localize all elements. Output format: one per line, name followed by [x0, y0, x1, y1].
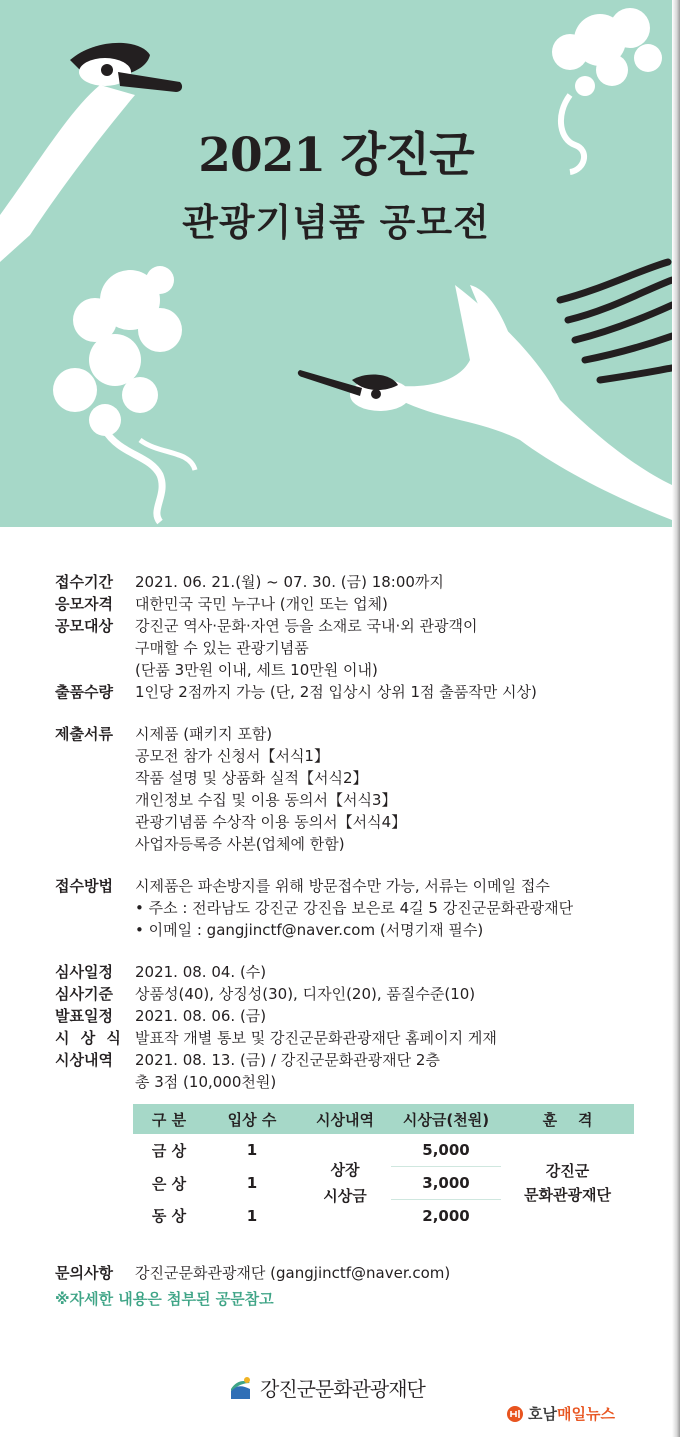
- info-value: 대한민국 국민 누구나 (개인 또는 업체): [135, 595, 388, 613]
- table-row: [133, 1134, 634, 1167]
- info-label: 시상내역: [55, 1051, 113, 1069]
- poster-title-line1: 2021 강진군: [198, 128, 474, 183]
- award-prize: 3,000: [391, 1167, 501, 1200]
- info-value: 관광기념품 수상작 이용 동의서【서식4】: [135, 813, 407, 831]
- info-value: 개인정보 수집 및 이용 동의서【서식3】: [135, 791, 397, 809]
- news-name-prefix: 호남: [528, 1405, 557, 1423]
- info-value: 2021. 08. 13. (금) / 강진군문화관광재단 2층: [135, 1051, 440, 1069]
- info-label: 접수기간: [55, 573, 113, 591]
- info-value: 작품 설명 및 상품화 실적【서식2】: [135, 769, 368, 787]
- award-prize: 2,000: [422, 1207, 470, 1225]
- inquiry-label: 문의사항: [55, 1264, 113, 1282]
- info-row-quantity: [55, 681, 655, 703]
- award-content-line: 상장: [330, 1161, 360, 1179]
- awarder-line: 문화관광재단: [524, 1186, 611, 1204]
- info-row-awards: [55, 1049, 655, 1093]
- inquiry-value: 강진군문화관광재단 (gangjinctf@naver.com): [135, 1264, 451, 1282]
- award-awarder: [501, 1134, 634, 1232]
- col-header-awarder: 훈 격: [501, 1104, 634, 1134]
- info-value: 2021. 08. 04. (수): [135, 963, 267, 981]
- info-row-announcement: [55, 1005, 655, 1027]
- info-label: 접수방법: [55, 877, 113, 895]
- info-value: 발표작 개별 통보 및 강진군문화관광재단 홈페이지 게재: [135, 1029, 497, 1047]
- info-row-criteria: [55, 983, 655, 1005]
- award-grade: 은 상: [151, 1174, 187, 1193]
- award-count: 1: [246, 1206, 258, 1225]
- award-prize: 5,000: [391, 1134, 501, 1167]
- news-logo-icon: [506, 1405, 524, 1423]
- info-row-eligibility: [55, 593, 655, 615]
- info-row-period: [55, 571, 655, 593]
- info-value: 2021. 06. 21.(월) ~ 07. 30. (금) 18:00까지: [135, 573, 444, 591]
- info-value: • 이메일 : gangjinctf@naver.com (서명기재 필수): [135, 921, 484, 939]
- info-value: 상품성(40), 상징성(30), 디자인(20), 품질수준(10): [135, 985, 476, 1003]
- info-value: 2021. 08. 06. (금): [135, 1007, 267, 1025]
- award-grade: 금 상: [151, 1141, 187, 1160]
- info-row-ceremony: [55, 1027, 655, 1049]
- hero-banner: [0, 0, 672, 527]
- info-row-target: [55, 615, 655, 681]
- award-content-line: 시상금: [323, 1187, 367, 1205]
- info-label: 공모대상: [55, 617, 113, 635]
- awards-table: [133, 1104, 634, 1232]
- award-count: 1: [246, 1141, 258, 1160]
- col-header-grade: 구 분: [133, 1104, 205, 1134]
- info-value: 시제품은 파손방지를 위해 방문접수만 가능, 서류는 이메일 접수: [135, 877, 550, 895]
- foundation-logo-text: 강진군문화관광재단: [260, 1377, 425, 1401]
- info-value: 공모전 참가 신청서【서식1】: [135, 747, 329, 765]
- info-value: 1인당 2점까지 가능 (단, 2점 입상시 상위 1점 출품작만 시상): [135, 683, 537, 701]
- info-label: 제출서류: [55, 725, 113, 743]
- page-edge-shadow: [672, 0, 680, 1437]
- info-label: 발표일정: [55, 1007, 113, 1025]
- info-list: [55, 571, 655, 1093]
- reference-note: ※자세한 내용은 첨부된 공문참고: [55, 1290, 274, 1308]
- info-row-method: [55, 875, 655, 941]
- awarder-line: 강진군: [545, 1162, 590, 1180]
- foundation-logo: [228, 1373, 425, 1402]
- info-label: 응모자격: [55, 595, 113, 613]
- foundation-logo-icon: [228, 1375, 254, 1401]
- award-grade: 동 상: [151, 1207, 187, 1226]
- info-value: 총 3점 (10,000천원): [135, 1073, 277, 1091]
- news-name-suffix: 매일뉴스: [556, 1405, 615, 1423]
- info-label: 출품수량: [55, 683, 113, 701]
- col-header-content: 시상내역: [299, 1104, 391, 1134]
- info-label: 심사일정: [55, 963, 113, 981]
- news-watermark: [506, 1403, 615, 1424]
- info-value: 사업자등록증 사본(업체에 한함): [135, 835, 345, 853]
- col-header-prize: 시상금(천원): [391, 1104, 501, 1134]
- col-header-count: 입상 수: [205, 1104, 299, 1134]
- crane-illustration: [0, 0, 672, 527]
- info-row-documents: [55, 723, 655, 855]
- award-count: 1: [246, 1174, 258, 1192]
- info-value: • 주소 : 전라남도 강진군 강진읍 보은로 4길 5 강진군문화관광재단: [135, 899, 574, 917]
- info-value: 강진군 역사·문화·자연 등을 소재로 국내·외 관광객이: [135, 617, 478, 635]
- info-label: 심사기준: [55, 985, 113, 1003]
- info-label: 시 상 식: [55, 1029, 124, 1047]
- info-value: 시제품 (패키지 포함): [135, 725, 273, 743]
- inquiry-row: [55, 1262, 450, 1284]
- award-content: [299, 1134, 391, 1232]
- awards-header-row: [133, 1104, 634, 1134]
- info-row-review-date: [55, 961, 655, 983]
- info-value: 구매할 수 있는 관광기념품: [135, 639, 309, 657]
- info-value: (단품 3만원 이내, 세트 10만원 이내): [135, 661, 378, 679]
- poster-title-line2: 관광기념품 공모전: [182, 201, 490, 244]
